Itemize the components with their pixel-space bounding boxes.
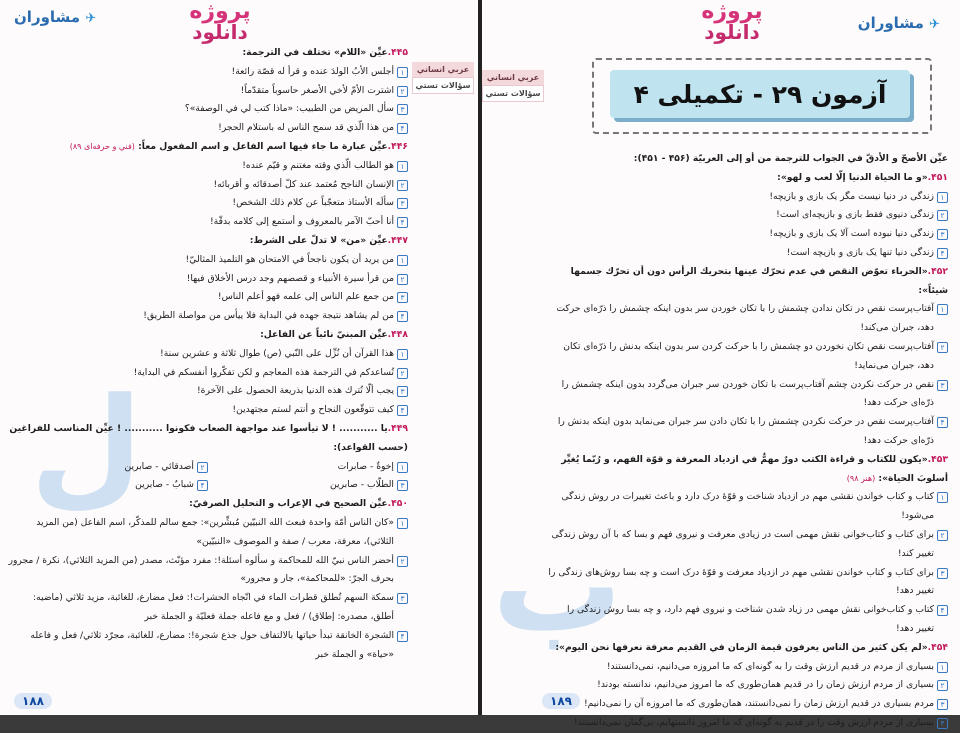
answer-option[interactable] — [548, 225, 948, 244]
option-number-box: ۳ — [937, 568, 948, 579]
answer-option[interactable] — [8, 82, 408, 101]
option-number-box: ۱ — [937, 492, 948, 503]
option-number-box: ۳ — [397, 480, 408, 491]
logo-text: مشاوران — [857, 14, 924, 32]
option-text: بسیاری از مردم در قدیم ارزش وقت را به گونه‌ای که ما امروزه می‌دانیم، نمی‌دانستند! — [606, 660, 934, 672]
option-number-box: ۳ — [397, 104, 408, 115]
brand-logo — [180, 2, 260, 42]
option-number-box: ۴ — [937, 605, 948, 616]
option-text: زندگی دنیا نبوده است آلا یک بازی و بازیچه! — [769, 228, 934, 240]
options-list — [8, 345, 408, 420]
option-number-box: ۳ — [397, 198, 408, 209]
option-text: برای کتاب و کتاب خواندن نقشی مهم در ازدیاد معرفت و قوّهٔ درک است و چه بسا روش‌های زندگی را تغییر دهد! — [548, 566, 934, 597]
question-number: ۴۵۱. — [927, 171, 948, 183]
exam-banner-box — [610, 70, 910, 118]
option-text: زندگی دنیوی فقط بازی و بازیچه‌ای است! — [776, 209, 934, 221]
options-list — [8, 514, 408, 664]
option-text: من يريد أن يكون ناجحاً في الامتحان هو التلميذ المثاليّ! — [185, 253, 394, 265]
answer-option[interactable] — [8, 176, 408, 195]
question-block — [548, 263, 948, 451]
option-text: زندگی دنیا تنها یک بازی و بازیچه است! — [786, 246, 934, 258]
answer-option[interactable] — [548, 338, 948, 376]
exam-banner — [592, 58, 932, 134]
options-list — [8, 63, 408, 138]
options-list — [548, 658, 948, 733]
option-number-box: ۴ — [397, 123, 408, 134]
option-number-box: ۱ — [397, 349, 408, 360]
option-text: هو الطالب الّذي وقته مغتنم و قيّم عنده! — [242, 159, 394, 171]
answer-option[interactable] — [8, 552, 408, 590]
question-number: ۴۴۸. — [387, 328, 408, 340]
option-number-box: ۱ — [397, 255, 408, 266]
option-number-box: ۱ — [397, 161, 408, 172]
answer-option[interactable] — [8, 194, 408, 213]
question-text — [8, 44, 408, 63]
option-number-box: ۴ — [937, 417, 948, 428]
answer-option[interactable] — [208, 476, 408, 495]
answer-option[interactable] — [548, 244, 948, 263]
question-block — [548, 169, 948, 263]
question-text — [548, 169, 948, 188]
decorative-letter: ب — [492, 509, 623, 661]
option-number-box: ۲ — [197, 462, 208, 473]
answer-option[interactable] — [8, 401, 408, 420]
option-number-box: ۲ — [397, 556, 408, 567]
option-text: الطلّاب - صابرين — [330, 479, 394, 491]
option-number-box: ۴ — [937, 718, 948, 729]
question-text — [548, 263, 948, 301]
option-text: آفتاب‌پرست نقص در تکان ندادن چشمش را با تکان خوردن سر بدون اینکه چشمش را ذرّه‌ای حرکت دهد، جبران می‌کند! — [556, 303, 934, 334]
option-number-box: ۱ — [397, 462, 408, 473]
option-text: نقص در حرکت نکردن چشم آفتاب‌پرست با تکان خوردن سر جبران می‌گردد بدون اینکه چشمش را ذرّه‌ای حرکت دهد! — [561, 378, 934, 409]
option-number-box: ۴ — [397, 405, 408, 416]
option-text: «كان الناس أمّة واحدة فبعث الله النبيّين مُبشِّرين»: جمع سالم للمذكّر، اسم الفاعل (من المزيد الثلاثي)، معرفة، معرب / صفة و الموصوف «النبيّين» — [36, 516, 394, 547]
section-intro: عيِّن الأصحّ و الأدقّ في الجواب للترجمة من أو إلى العربيّة (۴۵۶ - ۴۵۱): — [633, 153, 948, 164]
brand-line1: پروژه — [189, 0, 251, 24]
answer-option[interactable] — [8, 514, 408, 552]
option-text: برای کتاب و کتاب‌خوانی نقش مهمی است در زیادی معرفت و نیروی فهم و بسا که با آن روش زندگی تغییر کند! — [551, 528, 934, 559]
option-text: بسیاری از مردم ارزش وقت را در قدیم به گونه‌ای که ما امروز دانستهایم، بی‌گمان نمی‌دانستند! — [574, 716, 934, 728]
option-number-box: ۱ — [397, 518, 408, 529]
option-number-box: ۲ — [397, 180, 408, 191]
answer-option[interactable] — [548, 564, 948, 602]
answer-option[interactable] — [548, 601, 948, 639]
answer-option[interactable] — [548, 695, 948, 714]
options-list — [8, 458, 408, 496]
answer-option[interactable] — [8, 157, 408, 176]
option-text: کتاب و کتاب خواندن نقشی مهم در ازدیاد شناخت و قوّهٔ درک دارد و باعث تغییرات در روش زندگی می‌شود! — [561, 491, 934, 522]
option-number-box: ۱ — [937, 304, 948, 315]
option-text: آفتاب‌پرست نقص در حرکت نکردن چشمش را با تکان دادن سر جبران می‌نماید بدون اینکه بدنش را ذرّه‌ای حرکت دهد! — [557, 416, 934, 446]
question-stem: عيِّن «اللام» تختلف في الترجمة: — [242, 47, 388, 58]
option-text: اشترت الأمّ لأخي الأصغر حاسوباً متقدّماً! — [240, 84, 394, 96]
option-text: من قرأ سيرة الأنبياء و قصصهم وجد درس الأخلاق فيها! — [186, 272, 394, 284]
options-list — [548, 488, 948, 638]
answer-option[interactable] — [8, 63, 408, 82]
option-number-box: ۳ — [397, 593, 408, 604]
question-text — [8, 495, 408, 514]
option-text: آفتاب‌پرست نقص تکان نخوردن دو چشمش را با حرکت کردن سر بدون اینکه بدنش را ذرّه‌ای تکان دهد، جبران می‌نماید! — [563, 340, 934, 371]
side-tab-type: سؤالات تستي — [482, 85, 544, 102]
brand-line2: دانلود — [192, 20, 248, 44]
question-stem: «يكون للكتاب و قراءة الكتب دورٌ مهمٌّ في ازدياد المعرفة و قوّة الفهم، و رُبّما يُغيِّر أسلوبَ الحياة»: — [561, 453, 948, 484]
answer-option[interactable] — [8, 589, 408, 627]
answer-option[interactable] — [208, 458, 408, 477]
option-text: من جمع علم الناس إلى علمه فهو أعلم الناس! — [217, 291, 394, 303]
right-questions — [548, 169, 948, 733]
option-text: بسیاری از مردم ارزش زمان را در قدیم همان‌طوری که ما امروز می‌دانیم، ندانسته بودند! — [597, 679, 934, 691]
option-number-box: ۴ — [397, 311, 408, 322]
bird-icon: ✈ — [929, 17, 940, 32]
answer-option[interactable] — [8, 213, 408, 232]
question-text — [8, 232, 408, 251]
side-tab-type: سؤالات تستي — [412, 77, 474, 94]
option-number-box: ۳ — [937, 699, 948, 710]
question-block — [8, 44, 408, 138]
question-number: ۴۵۲. — [927, 265, 948, 277]
option-number-box: ۱ — [397, 67, 408, 78]
option-number-box: ۲ — [937, 680, 948, 691]
question-text — [8, 326, 408, 345]
brand-line1: پروژه — [701, 0, 763, 24]
right-page — [482, 0, 960, 728]
question-source-tag: (فني و حرفه‌ای ۸۹) — [69, 141, 135, 151]
question-text — [548, 451, 948, 489]
question-stem: عيِّن «من» لا تدلّ على الشرط: — [249, 234, 388, 246]
question-text — [548, 639, 948, 658]
option-text: من لم يشاهد نتيجة جهده في البداية فلا ييأس من مواصلة الطريق! — [143, 310, 394, 322]
option-number-box: ۳ — [397, 292, 408, 303]
option-text: يجب ألّا تُترك هذه الدنيا بذريعة الحصول على الآخرة! — [196, 385, 394, 397]
option-text: سمكة السهم تُطلق قطرات الماء في اتّجاه الحشرات!: فعل مضارع، للغائبة، مزيد ثلاثي (ماضيه: أطلق، مصدره: إطلاق) / فعل و مع فاعله جملة فعليّة و الجملة خبر — [32, 592, 394, 622]
answer-option[interactable] — [548, 376, 948, 414]
answer-option[interactable] — [8, 288, 408, 307]
question-block — [8, 232, 408, 326]
question-number: ۴۴۹. — [387, 422, 408, 434]
answer-option[interactable] — [548, 714, 948, 733]
right-content — [548, 150, 948, 733]
question-block — [548, 639, 948, 733]
options-list — [548, 188, 948, 263]
left-content — [8, 44, 408, 664]
question-number: ۴۵۰. — [387, 498, 408, 510]
answer-option[interactable] — [8, 270, 408, 289]
question-block — [8, 138, 408, 232]
option-text: تُساعدكم في الترجمة هذه المعاجم و لكن تفكّروا أنفسكم في البداية! — [133, 366, 394, 378]
option-number-box: ۴ — [197, 480, 208, 491]
side-tab-subject: عربي انساني — [482, 70, 544, 85]
option-number-box: ۳ — [937, 380, 948, 391]
question-block — [548, 451, 948, 639]
option-text: إخوةٌ - صابرات — [337, 460, 394, 472]
question-number: ۴۵۴. — [927, 641, 948, 653]
option-text: هذا القرآن أن نُزِّل على النّبي (ص) طوال ثلاثة و عشرين سنة! — [160, 347, 394, 359]
option-text: أنا أحبّ الآمر بالمعروف و أستمع إلى كلامه بدقّة! — [210, 216, 394, 228]
decorative-letter: ل — [30, 369, 143, 521]
answer-option[interactable] — [8, 345, 408, 364]
answer-option[interactable] — [548, 658, 948, 677]
question-stem: عيِّن عبارة ما جاء فيها اسم الفاعل و اسم المفعول معاً: — [138, 140, 388, 152]
question-text — [8, 420, 408, 458]
answer-option[interactable] — [548, 206, 948, 225]
option-text: أصدقائي - صابرين — [124, 460, 194, 472]
question-stem: يا ........... ! لا تيأسوا عند مواجهة الصعاب فكونوا ........... ! عيِّن المناسب للفراغين (حسب القواعد): — [9, 422, 408, 453]
side-tab — [482, 70, 544, 102]
question-stem: عيِّن الصحيح في الإعراب و التحليل الصرفيّ: — [189, 498, 388, 510]
option-number-box: ۲ — [937, 210, 948, 221]
option-number-box: ۲ — [937, 342, 948, 353]
page-number: ۱۸۹ — [542, 693, 580, 709]
options-list — [548, 300, 948, 450]
option-number-box: ۲ — [397, 368, 408, 379]
answer-option[interactable] — [548, 188, 948, 207]
page-number: ۱۸۸ — [14, 693, 52, 709]
question-source-tag: (هنر ۹۸) — [846, 473, 876, 483]
option-number-box: ۱ — [937, 192, 948, 203]
bird-icon: ✈ — [85, 11, 97, 26]
answer-option[interactable] — [8, 627, 408, 665]
option-number-box: ۴ — [937, 248, 948, 259]
option-text: الشجرة الخانقة تبدأ حياتها بالالتفاف حول جذع شجرة!: مضارع، للغائبة، مجرّد ثلاثي/ فعل و فاعله «حياة» و الجملة خبر — [30, 629, 394, 660]
option-number-box: ۴ — [397, 631, 408, 642]
options-list — [8, 251, 408, 326]
answer-option[interactable] — [8, 251, 408, 270]
answer-option[interactable] — [8, 307, 408, 326]
option-text: أجلس الأبُ الولدَ عنده و قرأ له قصّة رائعة! — [231, 65, 394, 77]
answer-option[interactable] — [548, 413, 948, 451]
option-number-box: ۲ — [397, 274, 408, 285]
logo-text: مشاوران — [14, 8, 81, 26]
option-text: سألَه الأستاذ متعجّباً عن كلام ذلك الشخص! — [232, 197, 394, 209]
option-text: من هذا الّذي قد سمح الناس له باستلام الحجر! — [218, 122, 394, 134]
question-text — [8, 138, 408, 157]
question-number: ۴۴۷. — [387, 234, 408, 246]
side-tab — [412, 62, 474, 94]
answer-option[interactable] — [548, 526, 948, 564]
exam-title: آزمون ۲۹ - تکمیلی ۴ — [633, 79, 887, 109]
option-text: زندگی در دنیا نیست مگر یک بازی و بازیچه! — [769, 190, 934, 202]
answer-option[interactable] — [8, 364, 408, 383]
mashaveran-logo — [14, 8, 96, 26]
option-text: كيف تتوقّعون النجاح و أنتم لستم مجتهدين! — [232, 404, 394, 416]
question-block — [8, 326, 408, 420]
question-block — [8, 495, 408, 664]
question-number: ۴۴۶. — [387, 140, 408, 152]
options-list — [8, 157, 408, 232]
brand-logo — [692, 2, 772, 42]
option-text: سأل المريض من الطبيب: «ماذا كتب لي في الوصفة»؟ — [184, 103, 394, 115]
question-stem: عيِّن المبنيّ نائباً عن الفاعل: — [260, 328, 388, 340]
option-number-box: ۲ — [937, 530, 948, 541]
option-text: الإنسان الناجح مُعتمد عند كلّ أصدقائه و أقربائه! — [213, 178, 394, 190]
question-stem: «لم يكن كثير من الناس يعرفون قيمة الزمان في القديم معرفة نعرفها نحن اليوم»: — [555, 641, 928, 653]
option-number-box: ۳ — [397, 386, 408, 397]
left-page — [0, 0, 478, 715]
option-text: شبابٌ - صابرين — [135, 479, 194, 491]
option-text: أحضر الناس نبيّ الله للمحاكمة و سألوه أسئلة!: مفرد مؤنّث، مصدر (من المزيد الثلاثي)، نكرة / مجرور بحرف الجرّ: «للمحاكمة»، جار و مجرور» — [8, 554, 394, 585]
question-stem: «الحرباء تعوّض النقص في عدم تحرّك عينها بتحريك الرأس دون أن تحرّك جسمها شيئاً»: — [570, 265, 948, 296]
brand-line2: دانلود — [704, 20, 760, 44]
answer-option[interactable] — [548, 676, 948, 695]
question-number: ۴۴۵. — [387, 47, 408, 58]
option-number-box: ۳ — [937, 229, 948, 240]
question-stem: «و ما الحياة الدنيا إلّا لعب و لهو»: — [777, 171, 928, 183]
answer-option[interactable] — [8, 382, 408, 401]
mashaveran-logo — [858, 14, 940, 32]
option-number-box: ۴ — [397, 217, 408, 228]
question-block — [8, 420, 408, 495]
answer-option[interactable] — [8, 458, 208, 477]
answer-option[interactable] — [548, 488, 948, 526]
answer-option[interactable] — [8, 100, 408, 119]
option-text: کتاب و کتاب‌خوانی نقش مهمی در زیاد شدن شناخت و نیروی فهم دارد، و چه بسا روش زندگی را تغییر دهد! — [567, 604, 934, 634]
option-number-box: ۱ — [937, 662, 948, 673]
answer-option[interactable] — [8, 119, 408, 138]
option-number-box: ۲ — [397, 86, 408, 97]
answer-option[interactable] — [8, 476, 208, 495]
side-tab-subject: عربي انساني — [412, 62, 474, 77]
option-text: مردم بسیاری در قدیم ارزش زمان را نمی‌دانستند، همان‌طوری که ما امروزه آن را نمی‌دانیم! — [583, 698, 934, 710]
answer-option[interactable] — [548, 300, 948, 338]
question-number: ۴۵۳. — [927, 453, 948, 465]
